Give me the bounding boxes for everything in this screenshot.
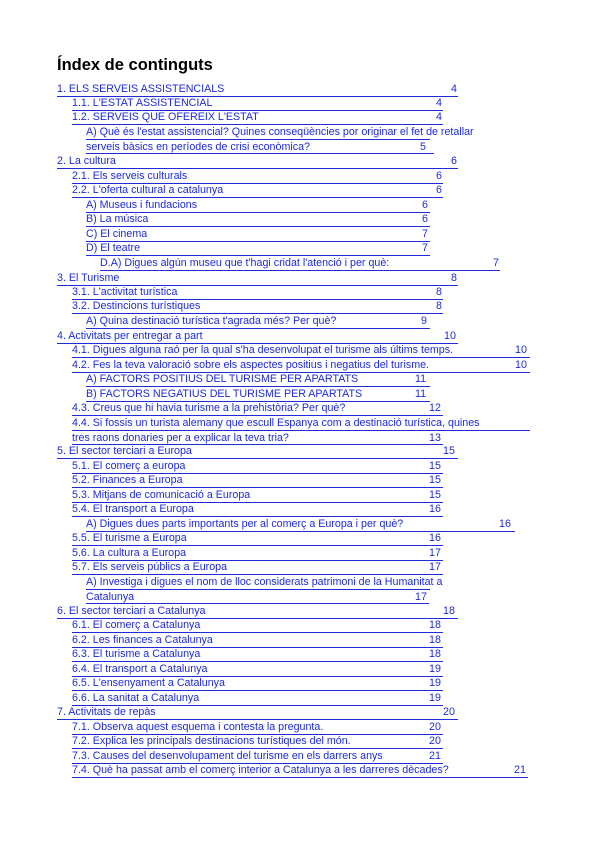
toc-entry-title: 7.2. Explica les principals destinacions turístiques del món. (72, 735, 351, 747)
toc-page-number: 9 (421, 315, 427, 327)
toc-page-number: 18 (443, 605, 455, 617)
toc-entry[interactable] (72, 691, 443, 706)
toc-entry-title-continued: Catalunya (86, 590, 135, 603)
toc-entry-title: 3.1. L'activitat turística (72, 286, 178, 298)
toc-page-number: 16 (429, 503, 441, 515)
toc-entry-title: 5.2. Finances a Europa (72, 474, 183, 486)
toc-entry-title: 2. La cultura (57, 155, 116, 167)
toc-page-number: 10 (515, 344, 527, 356)
toc-page-number: 4 (436, 111, 442, 123)
toc-entry[interactable] (57, 705, 458, 720)
toc-entry-title: 6.3. El turisme a Catalunya (72, 648, 201, 660)
toc-page-number: 11 (415, 388, 427, 400)
toc-page-number: 13 (429, 431, 441, 444)
toc-entry-title-continued: serveis bàsics en períodes de crisi econòmica? (86, 140, 310, 153)
toc-page-number: 11 (415, 373, 427, 385)
toc-page-number: 17 (429, 547, 441, 559)
toc-entry[interactable] (72, 169, 443, 184)
toc-page-number: 21 (429, 750, 441, 762)
toc-entry[interactable] (57, 154, 458, 169)
toc-underline (72, 777, 528, 778)
toc-page-number: 18 (429, 648, 441, 660)
toc-page-number: 7 (493, 257, 499, 269)
toc-entry[interactable] (86, 387, 430, 402)
toc-entry[interactable] (86, 125, 474, 154)
toc-entry[interactable] (72, 96, 443, 111)
toc-entry-title: A) Què és l'estat assistencial? Quines conseqüències por originar el fet de retallar (86, 126, 474, 138)
toc-entry-title: 2.2. L'oferta cultural a catalunya (72, 184, 224, 196)
toc-page-number: 8 (436, 286, 442, 298)
toc-entry-title: 7.1. Observa aquest esquema i contesta la pregunta. (72, 721, 324, 733)
toc-entry-title: 6.2. Les finances a Catalunya (72, 634, 213, 646)
toc-entry-title: 6.6. La sanitat a Catalunya (72, 692, 200, 704)
toc-page-number: 15 (443, 445, 455, 457)
toc-entry-title: 4.2. Fes la teva valoració sobre els aspectes positius i negatius del turisme. (72, 359, 430, 371)
toc-entry-title: A) Investiga i digues el nom de lloc considerats patrimoni de la Humanitat a (86, 576, 443, 588)
toc-entry[interactable] (72, 488, 443, 503)
toc-entry-title: 4. Activitats per entregar a part (57, 330, 203, 342)
toc-entry-title: 1.1. L'ESTAT ASSISTENCIAL (72, 97, 213, 109)
toc-page-number: 6 (436, 170, 442, 182)
toc-page-number: 17 (429, 561, 441, 573)
toc-entry-title: 5. El sector terciari a Europa (57, 445, 192, 457)
toc-entry[interactable] (72, 110, 443, 125)
toc-entry-title: 6.1. El comerç a Catalunya (72, 619, 201, 631)
toc-entry-title: 5.4. El transport a Europa (72, 503, 194, 515)
toc-entry[interactable] (72, 502, 443, 517)
toc-entry[interactable] (86, 198, 430, 213)
toc-entry-title: 5.6. La cultura a Europa (72, 547, 187, 559)
toc-entry-title: 6. El sector terciari a Catalunya (57, 605, 206, 617)
toc-entry-title: 7.3. Causes del desenvolupament del turisme en els darrers anys (72, 750, 383, 762)
toc-entry-title: 5.1. El comerç a europa (72, 460, 186, 472)
toc-page-number: 12 (429, 402, 441, 414)
toc-entry[interactable] (86, 575, 443, 604)
toc-page-number: 17 (415, 590, 427, 603)
toc-entry[interactable] (86, 517, 515, 532)
toc-entry[interactable] (72, 734, 443, 749)
toc-entry[interactable] (72, 473, 443, 488)
toc-page-number: 7 (422, 242, 428, 254)
toc-entry-title: 3. El Turisme (57, 272, 120, 284)
toc-page-number: 21 (514, 764, 526, 776)
toc-entry-title: A) FACTORS POSITIUS DEL TURISME PER APARTATS (86, 373, 359, 385)
toc-page-number: 19 (429, 663, 441, 675)
toc-page-number: 4 (451, 83, 457, 95)
toc-entry-title: C) El cinema (86, 228, 148, 240)
toc-entry-title: 5.3. Mitjans de comunicació a Europa (72, 489, 251, 501)
toc-entry-title: 4.3. Creus que hi havia turisme a la prehistòria? Per què? (72, 402, 346, 414)
toc-entry[interactable] (72, 358, 530, 373)
toc-entry[interactable] (57, 271, 458, 286)
toc-page-number: 6 (436, 184, 442, 196)
toc-entry-title: 5.7. Els serveis públics a Europa (72, 561, 228, 573)
toc-underline (86, 589, 430, 590)
toc-entry-title: 6.5. L'ensenyament a Catalunya (72, 677, 225, 689)
toc-page-number: 20 (443, 706, 455, 718)
toc-entry[interactable] (72, 618, 443, 633)
page-title: Índex de continguts (57, 56, 213, 74)
toc-page-number: 18 (429, 619, 441, 631)
toc-entry[interactable] (72, 676, 443, 691)
toc-entry[interactable] (57, 329, 458, 344)
toc-entry[interactable] (72, 416, 530, 445)
toc-entry-title: 1. ELS SERVEIS ASSISTENCIALS (57, 83, 225, 95)
toc-page-number: 8 (436, 300, 442, 312)
toc-entry-title: A) Digues dues parts importants per al comerç a Europa i per què? (86, 518, 404, 530)
toc-entry[interactable] (72, 459, 443, 474)
toc-page-number: 19 (429, 692, 441, 704)
toc-entry[interactable] (72, 531, 443, 546)
toc-entry[interactable] (72, 401, 443, 416)
toc-page-number: 4 (436, 97, 442, 109)
toc-entry-title: 1.2. SERVEIS QUE OFEREIX L'ESTAT (72, 111, 259, 123)
toc-entry[interactable] (100, 256, 500, 271)
toc-entry-title: B) FACTORS NEGATIUS DEL TURISME PER APARTATS (86, 388, 363, 400)
toc-page-number: 15 (429, 460, 441, 472)
toc-entry[interactable] (57, 444, 458, 459)
toc-entry[interactable] (72, 343, 530, 358)
toc-entry-title: A) Museus i fundacions (86, 199, 198, 211)
toc-entry[interactable] (72, 299, 443, 314)
toc-page-number: 15 (429, 489, 441, 501)
toc-entry[interactable] (72, 560, 443, 575)
toc-entry[interactable] (72, 633, 443, 648)
toc-entry-title: 4.4. Si fossis un turista alemany que escull Espanya com a destinació turística, quines (72, 417, 480, 429)
toc-entry[interactable] (72, 749, 443, 764)
toc-page-number: 16 (499, 518, 511, 530)
toc-page-number: 6 (451, 155, 457, 167)
toc-entry-title: 6.4. El transport a Catalunya (72, 663, 208, 675)
toc-entry-title: 7. Activitats de repàs (57, 706, 156, 718)
toc-entry-title-continued: tres raons donaries per a explicar la teva tria? (72, 431, 289, 444)
toc-entry[interactable] (72, 285, 443, 300)
toc-page-number: 18 (429, 634, 441, 646)
toc-entry-title: 7.4. Què ha passat amb el comerç interior a Catalunya a les darreres dècades? (72, 764, 449, 776)
toc-entry-title: 3.2. Destincions turístiques (72, 300, 201, 312)
toc-page-number: 10 (444, 330, 456, 342)
toc-entry-title: 5.5. El turisme a Europa (72, 532, 187, 544)
toc-entry-title: D.A) Digues algún museu que t'hagi cridat l'atenció i per què: (100, 257, 390, 269)
toc-entry[interactable] (86, 241, 430, 256)
toc-page-number: 8 (451, 272, 457, 284)
toc-entry[interactable] (57, 604, 458, 619)
toc-entry[interactable] (72, 662, 443, 677)
toc-entry-title: 4.1. Digues alguna raó per la qual s'ha desenvolupat el turisme als últims temps. (72, 344, 454, 356)
toc-entry[interactable] (86, 314, 430, 329)
toc-page-number: 16 (429, 532, 441, 544)
toc-page-number: 19 (429, 677, 441, 689)
toc-page-number: 10 (515, 359, 527, 371)
toc-page-number: 6 (422, 199, 428, 211)
toc-page-number: 6 (422, 213, 428, 225)
toc-entry[interactable] (72, 183, 443, 198)
toc-entry[interactable] (86, 227, 430, 242)
toc-entry-title: A) Quina destinació turística t'agrada més? Per què? (86, 315, 337, 327)
toc-entry-title: 2.1. Els serveis culturals (72, 170, 188, 182)
toc-page-number: 5 (420, 140, 426, 153)
toc-entry[interactable] (72, 546, 443, 561)
toc-page-number: 20 (429, 721, 441, 733)
toc-entry[interactable] (72, 763, 528, 778)
toc-page-number: 20 (429, 735, 441, 747)
toc-page-number: 7 (422, 228, 428, 240)
toc-entry-title: B) La música (86, 213, 149, 225)
toc-page-number: 15 (429, 474, 441, 486)
toc-entry[interactable] (57, 82, 458, 97)
toc-entry-title: D) El teatre (86, 242, 141, 254)
toc-entry[interactable] (72, 720, 443, 735)
toc-entry[interactable] (72, 647, 443, 662)
toc-entry[interactable] (86, 372, 430, 387)
toc-entry[interactable] (86, 212, 430, 227)
